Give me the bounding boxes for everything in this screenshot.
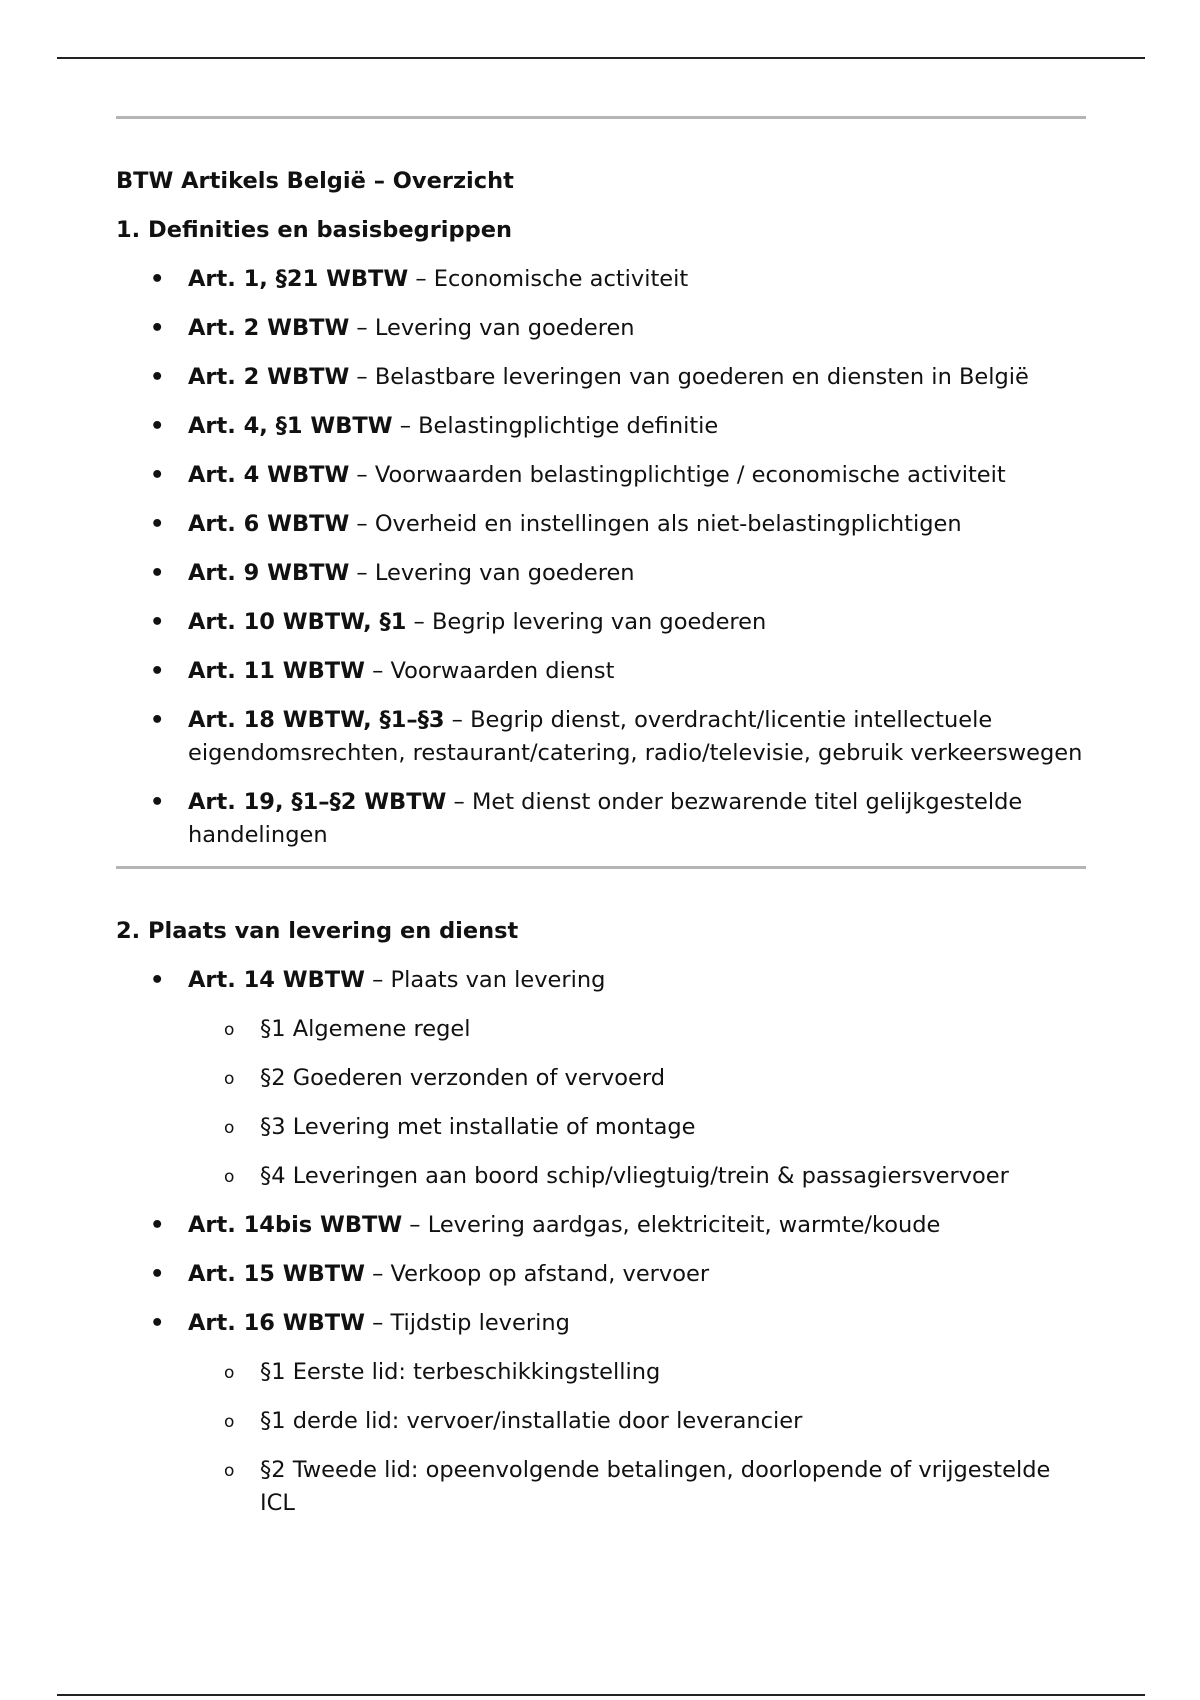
separator: – (349, 560, 375, 586)
separator: – (364, 1310, 391, 1336)
article-reference: Art. 4 WBTW (188, 462, 350, 488)
article-reference: Art. 18 WBTW, §1–§3 (188, 707, 445, 733)
bullet-icon: • (150, 462, 165, 488)
separator: – (392, 413, 419, 439)
article-description: Levering aardgas, elektriciteit, warmte/koude (427, 1212, 941, 1238)
list-item (116, 312, 1086, 345)
article-reference: Art. 6 WBTW (188, 511, 350, 537)
list-item (116, 704, 1086, 770)
separator: – (446, 789, 472, 815)
sub-list (116, 1356, 1086, 1520)
bullet-icon: • (150, 364, 165, 390)
sub-item-text: §1 derde lid: vervoer/installatie door leverancier (260, 1408, 803, 1434)
article-description: Plaats van levering (390, 967, 606, 993)
bullet-icon: • (150, 560, 165, 586)
sub-item-text: §3 Levering met installatie of montage (260, 1114, 696, 1140)
sub-list-item (116, 1454, 1086, 1520)
article-reference: Art. 10 WBTW, §1 (188, 609, 407, 635)
article-description: Belastbare leveringen van goederen en diensten in België (374, 364, 1029, 390)
article-reference: Art. 15 WBTW (188, 1261, 365, 1287)
article-description: Tijdstip levering (390, 1310, 570, 1336)
list-item (116, 964, 1086, 997)
article-description: Verkoop op afstand, vervoer (390, 1261, 710, 1287)
article-list (116, 263, 1086, 852)
separator: – (349, 315, 375, 341)
section-divider (116, 116, 1086, 119)
separator: – (349, 364, 375, 390)
separator: – (364, 1261, 391, 1287)
bullet-icon: • (150, 707, 165, 733)
bullet-icon: • (150, 1212, 165, 1238)
article-list (116, 964, 1086, 997)
circle-bullet-icon: o (224, 1412, 235, 1432)
sub-list-item (116, 1160, 1086, 1193)
article-description: Levering van goederen (374, 560, 635, 586)
section-heading: 1. Definities en basisbegrippen (116, 217, 513, 243)
document-body (116, 116, 1086, 1520)
article-list (116, 1209, 1086, 1340)
list-item (116, 410, 1086, 443)
bullet-icon: • (150, 789, 165, 815)
list-item (116, 508, 1086, 541)
sub-item-text: §2 Goederen verzonden of vervoerd (260, 1065, 665, 1091)
article-description: Overheid en instellingen als niet-belastingplichtigen (374, 511, 962, 537)
section-heading: 2. Plaats van levering en dienst (116, 918, 519, 944)
article-description: Met dienst onder bezwarende titel gelijkgestelde handelingen (188, 789, 1023, 848)
article-description: Voorwaarden belastingplichtige / economische activiteit (374, 462, 1006, 488)
list-item (116, 1307, 1086, 1340)
separator: – (364, 658, 391, 684)
article-description: Belastingplichtige definitie (418, 413, 719, 439)
article-reference: Art. 1, §21 WBTW (188, 266, 409, 292)
circle-bullet-icon: o (224, 1363, 235, 1383)
separator: – (444, 707, 471, 733)
list-item (116, 557, 1086, 590)
sub-list-item (116, 1013, 1086, 1046)
article-reference: Art. 14 WBTW (188, 967, 365, 993)
circle-bullet-icon: o (224, 1167, 235, 1187)
circle-bullet-icon: o (224, 1118, 235, 1138)
separator: – (406, 609, 432, 635)
article-reference: Art. 2 WBTW (188, 364, 350, 390)
sub-item-text: §1 Algemene regel (260, 1016, 471, 1042)
section-divider (116, 866, 1086, 869)
list-item (116, 655, 1086, 688)
separator: – (408, 266, 434, 292)
sub-list-item (116, 1356, 1086, 1389)
list-item (116, 1209, 1086, 1242)
bullet-icon: • (150, 511, 165, 537)
sub-item-text: §1 Eerste lid: terbeschikkingstelling (260, 1359, 661, 1385)
article-description: Begrip levering van goederen (431, 609, 767, 635)
sub-item-text: §4 Leveringen aan boord schip/vliegtuig/trein & passagiersvervoer (260, 1163, 1009, 1189)
bullet-icon: • (150, 1310, 165, 1336)
bullet-icon: • (150, 315, 165, 341)
list-item (116, 361, 1086, 394)
document-title: BTW Artikels België – Overzicht (116, 168, 514, 194)
separator: – (349, 511, 375, 537)
sub-list (116, 1013, 1086, 1193)
article-description: Economische activiteit (433, 266, 689, 292)
list-item (116, 1258, 1086, 1291)
article-description: Voorwaarden dienst (390, 658, 615, 684)
article-reference: Art. 4, §1 WBTW (188, 413, 393, 439)
page-top-rule (57, 57, 1145, 59)
bullet-icon: • (150, 967, 165, 993)
article-reference: Art. 2 WBTW (188, 315, 350, 341)
article-reference: Art. 9 WBTW (188, 560, 350, 586)
circle-bullet-icon: o (224, 1020, 235, 1040)
article-reference: Art. 11 WBTW (188, 658, 365, 684)
article-reference: Art. 16 WBTW (188, 1310, 365, 1336)
separator: – (364, 967, 391, 993)
list-item (116, 786, 1086, 852)
bullet-icon: • (150, 266, 165, 292)
sub-list-item (116, 1111, 1086, 1144)
bullet-icon: • (150, 1261, 165, 1287)
sub-item-text: §2 Tweede lid: opeenvolgende betalingen, doorlopende of vrijgestelde ICL (260, 1457, 1051, 1516)
circle-bullet-icon: o (224, 1461, 235, 1481)
article-reference: Art. 14bis WBTW (188, 1212, 403, 1238)
circle-bullet-icon: o (224, 1069, 235, 1089)
bullet-icon: • (150, 413, 165, 439)
separator: – (402, 1212, 428, 1238)
sub-list-item (116, 1062, 1086, 1095)
separator: – (349, 462, 375, 488)
bullet-icon: • (150, 609, 165, 635)
sub-list-item (116, 1405, 1086, 1438)
list-item (116, 263, 1086, 296)
article-description: Levering van goederen (374, 315, 635, 341)
article-reference: Art. 19, §1–§2 WBTW (188, 789, 447, 815)
page-bottom-rule (57, 1694, 1145, 1696)
article-description: Begrip dienst, overdracht/licentie intellectuele eigendomsrechten, restaurant/catering, radio/televisie, gebruik verkeerswegen (188, 707, 1083, 766)
list-item (116, 459, 1086, 492)
list-item (116, 606, 1086, 639)
bullet-icon: • (150, 658, 165, 684)
